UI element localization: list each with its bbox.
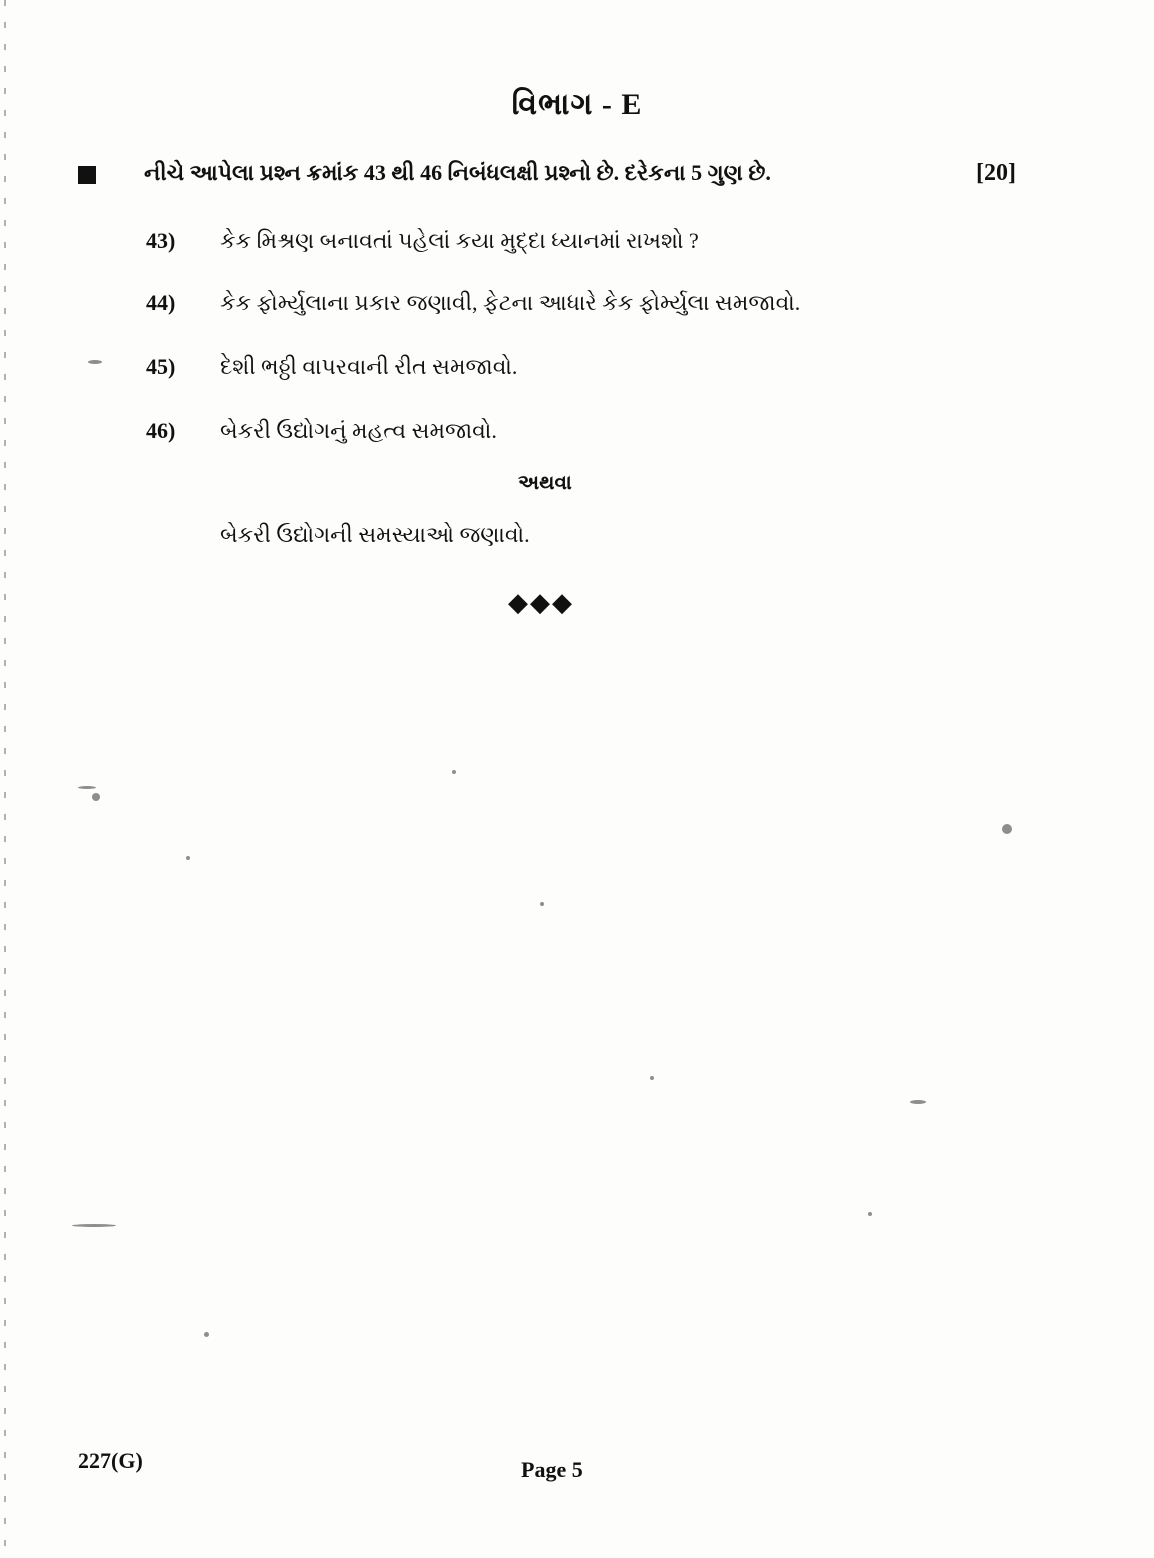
end-of-section-diamonds: ◆◆◆ (508, 588, 574, 617)
question-number: 44) (146, 290, 176, 315)
instruction-text: નીચે આપેલા પ્રશ્ન ક્રમાંક 43 થી 46 નિબંધલક્ષી પ્રશ્નો છે. દરેકના 5 ગુણ છે. (144, 160, 771, 185)
paper-code: 227(G) (78, 1448, 143, 1473)
scan-mark (650, 1076, 654, 1080)
question-46 (146, 418, 966, 454)
scan-mark (72, 1224, 116, 1227)
scan-mark (204, 1332, 209, 1337)
section-marks: [20] (976, 160, 1016, 186)
question-43 (146, 228, 966, 264)
scan-mark (78, 786, 96, 789)
or-label: અથવા (518, 472, 572, 494)
scan-mark (540, 902, 544, 906)
scan-mark (452, 770, 456, 774)
page-number: Page 5 (521, 1457, 583, 1482)
scan-mark (868, 1212, 872, 1216)
question-text: બેકરી ઉદ્યોગનું મહત્વ સમજાવો. (220, 418, 497, 443)
question-45 (146, 354, 966, 390)
scan-mark (92, 793, 100, 801)
question-text: દેશી ભઠ્ઠી વાપરવાની રીત સમજાવો. (220, 354, 518, 379)
section-title: વિભાગ - E (511, 88, 643, 121)
scan-mark (186, 856, 190, 860)
question-number: 43) (146, 228, 176, 253)
square-bullet-icon (78, 166, 96, 184)
scan-mark (910, 1100, 926, 1104)
alternate-question: બેકરી ઉદ્યોગની સમસ્યાઓ જણાવો. (220, 522, 530, 547)
instruction-row (78, 160, 1028, 196)
question-44 (146, 290, 966, 326)
scan-mark (88, 360, 102, 364)
question-number: 46) (146, 418, 176, 443)
question-number: 45) (146, 354, 176, 379)
question-text: કેક ફોર્મ્યુલાના પ્રકાર જણાવી, ફેટના આધારે કેક ફોર્મ્યુલા સમજાવો. (220, 290, 801, 315)
question-text: કેક મિશ્રણ બનાવતાં પહેલાં કયા મુદ્દા ધ્યાનમાં રાખશો ? (220, 228, 699, 253)
binding-margin (4, 0, 6, 1558)
scan-mark (1002, 824, 1012, 834)
